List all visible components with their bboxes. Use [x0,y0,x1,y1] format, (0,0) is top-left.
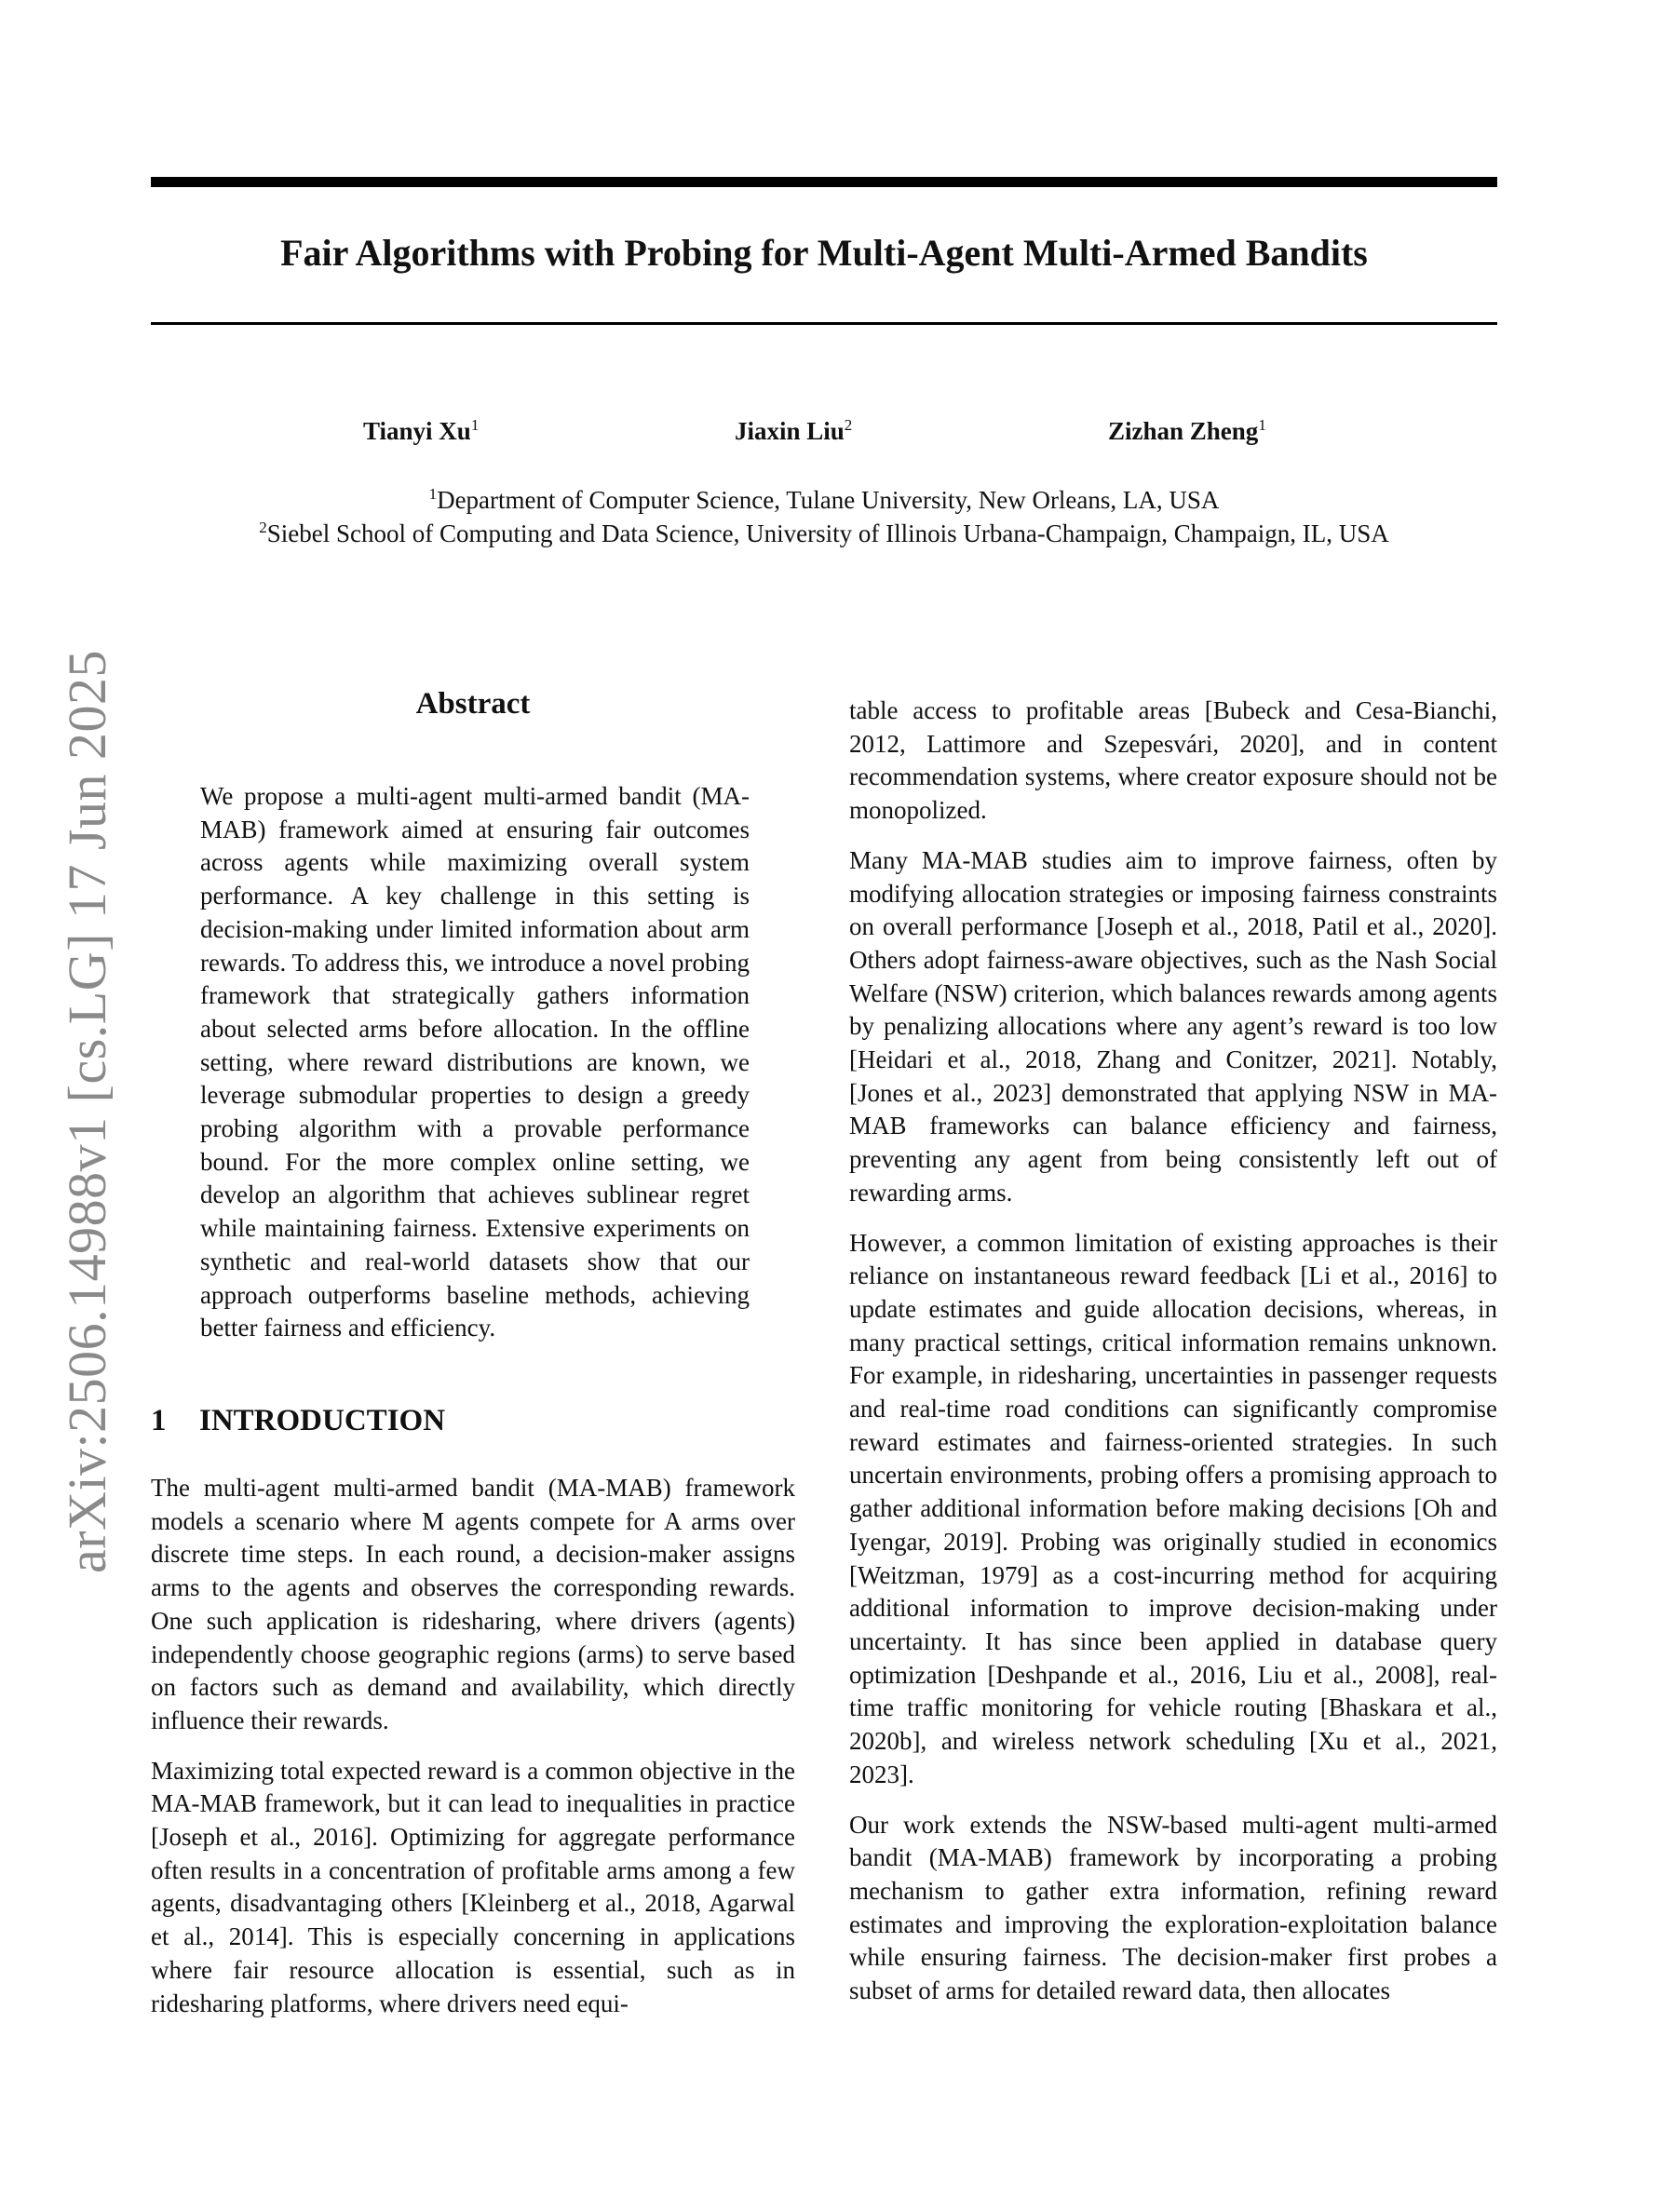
author-name: Zizhan Zheng [1108,417,1259,445]
paragraph: Our work extends the NSW-based multi-agent multi-armed bandit (MA-MAB) framework by incorporating a probing mechanism to gather extra information, refining reward estimates and improving the exploration-exploitation balance while ensuring fairness. The decision-maker first probes a subset of arms for detailed reward data, then allocates [849,1810,1497,2005]
right-column [849,695,1497,2008]
left-column [151,1404,795,2020]
abstract-body [200,780,750,1345]
paper-title: Fair Algorithms with Probing for Multi-Agent Multi-Armed Bandits [280,232,1368,274]
paragraph: table access to profitable areas [Bubeck and Cesa-Bianchi, 2012, Lattimore and Szepesvári, 2020], and in content recommendation systems, where creator exposure should not be monopolized. [849,696,1497,825]
section-heading-introduction [151,1404,795,1438]
title-rule-top [151,177,1497,187]
affiliation-mark: 1 [428,485,438,503]
author-affil-mark: 1 [470,416,480,434]
author-affil-mark: 1 [1258,416,1266,434]
author-2 [735,417,852,446]
affiliation-text: Department of Computer Science, Tulane University, New Orleans, LA, USA [437,486,1220,514]
author-3 [1108,417,1266,446]
paragraph: The multi-agent multi-armed bandit (MA-MAB) framework models a scenario where M agents compete for A arms over discrete time steps. In each round, a decision-maker assigns arms to the agents and observes the corresponding rewards. One such application is ridesharing, where drivers (agents) independently choose geographic regions (arms) to serve based on factors such as demand and availability, which directly influence their rewards. [151,1474,795,1734]
affiliation-text: Siebel School of Computing and Data Science, University of Illinois Urbana-Champaign, Champaign, IL, USA [266,519,1389,547]
abstract-text: We propose a multi-agent multi-armed bandit (MA-MAB) framework aimed at ensuring fair outcomes across agents while maximizing overall system performance. A key challenge in this setting is decision-making under limited information about arm rewards. To address this, we introduce a novel probing framework that strategically gathers information about selected arms before allocation. In the offline setting, where reward distributions are known, we leverage submodular properties to design a greedy probing algorithm with a provable performance bound. For the more complex online setting, we develop an algorithm that achieves sublinear regret while maintaining fairness. Extensive experiments on synthetic and real-world datasets show that our approach outperforms baseline methods, achieving better fairness and efficiency. [200,782,750,1342]
author-1 [363,417,479,446]
abstract-heading: Abstract [415,687,531,721]
section-number: 1 [151,1404,167,1437]
affiliation-mark: 2 [259,519,267,536]
affiliation-2 [151,519,1497,548]
arxiv-stamp: arXiv:2506.14988v1 [cs.LG] 17 Jun 2025 [57,649,117,1573]
paragraph: However, a common limitation of existing approaches is their reliance on instantaneous reward feedback [Li et al., 2016] to update estimates and guide allocation decisions, whereas, in many practical settings, critical information remains unknown. For example, in ridesharing, uncertainties in passenger requests and real-time road conditions can significantly compromise reward estimates and fairness-oriented strategies. In such uncertain environments, probing offers a promising approach to gather additional information before making decisions [Oh and Iyengar, 2019]. Probing was originally studied in economics [Weitzman, 1979] as a cost-incurring method for acquiring additional information to improve decision-making under uncertainty. It has since been applied in database query optimization [Deshpande et al., 2016, Liu et al., 2008], real-time traffic monitoring for vehicle routing [Bhaskara et al., 2020b], and wireless network scheduling [Xu et al., 2021, 2023]. [849,1228,1497,1788]
paragraph: Maximizing total expected reward is a common objective in the MA-MAB framework, but it can lead to inequalities in practice [Joseph et al., 2016]. Optimizing for aggregate performance often results in a concentration of profitable arms among a few agents, disadvantaging others [Kleinberg et al., 2018, Agarwal et al., 2014]. This is especially concerning in applications where fair resource allocation is essential, such as in ridesharing platforms, where drivers need equi- [151,1756,795,2017]
title-rule-bottom [151,322,1497,325]
author-name: Tianyi Xu [363,417,471,445]
affiliation-1 [151,486,1497,515]
section-title: INTRODUCTION [199,1404,446,1437]
author-name: Jiaxin Liu [735,417,845,445]
paragraph: Many MA-MAB studies aim to improve fairness, often by modifying allocation strategies or imposing fairness constraints on overall performance [Joseph et al., 2018, Patil et al., 2020]. Others adopt fairness-aware objectives, such as the Nash Social Welfare (NSW) criterion, which balances rewards among agents by penalizing allocations where any agent’s reward is too low [Heidari et al., 2018, Zhang and Conitzer, 2021]. Notably, [Jones et al., 2023] demonstrated that applying NSW in MA-MAB frameworks can balance efficiency and fairness, preventing any agent from being consistently left out of rewarding arms. [849,845,1497,1207]
author-affil-mark: 2 [844,416,853,434]
